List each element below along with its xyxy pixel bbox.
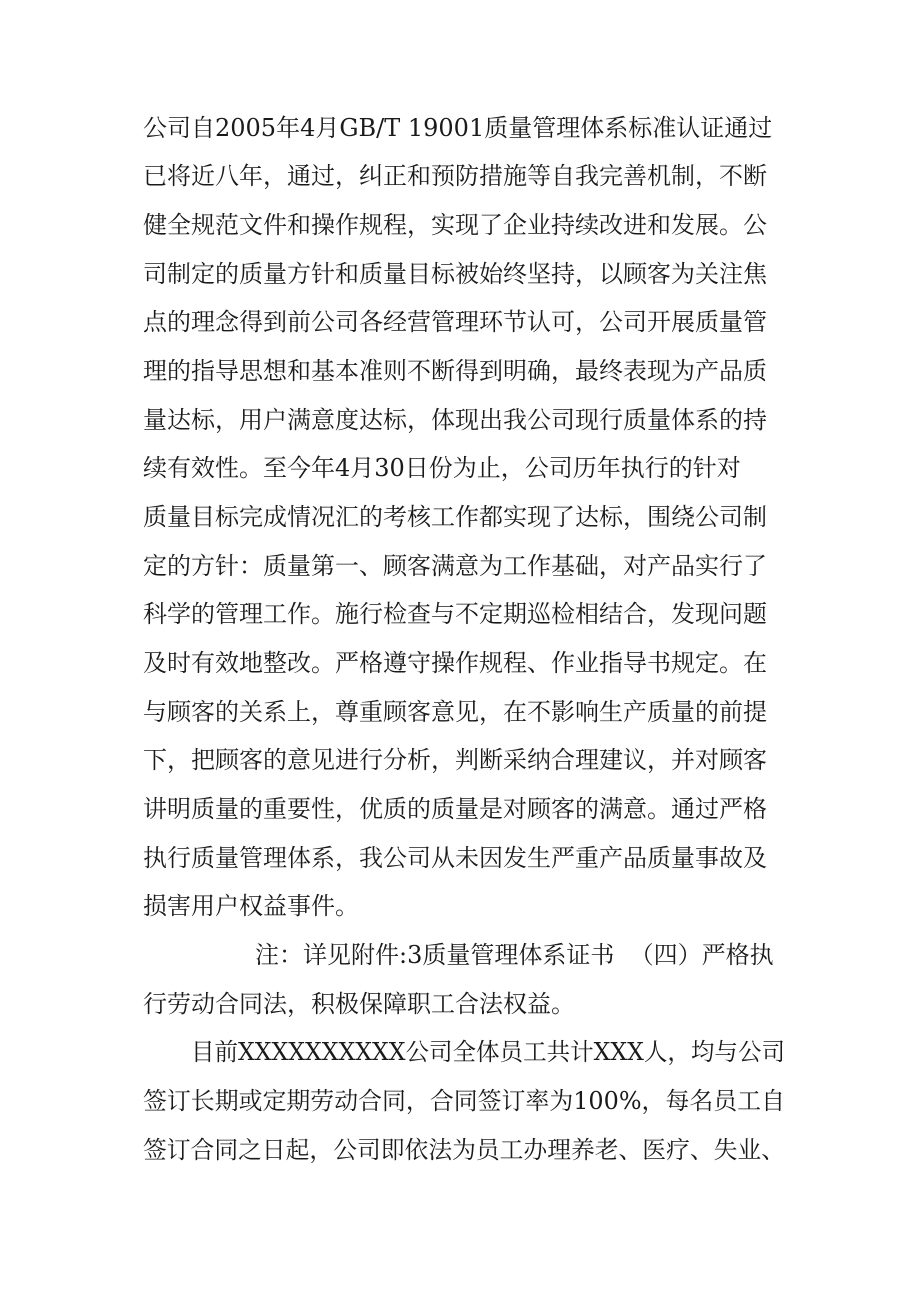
paragraph-line: 签订合同之日起，公司即依法为员工办理养老、医疗、失业、 — [143, 1136, 785, 1164]
note-line: 行劳动合同法，积极保障职工合法权益。 — [143, 990, 575, 1018]
note-line: 注：详见附件:3质量管理体系证书 （四）严格执 — [255, 941, 774, 969]
paragraph-line: 签订长期或定期劳动合同，合同签订率为100%，每名员工自 — [143, 1087, 785, 1115]
paragraph-line: 下，把顾客的意见进行分析，判断采纳合理建议，并对顾客 — [143, 746, 767, 774]
paragraph-line: 量达标，用户满意度达标，体现出我公司现行质量体系的持 — [143, 406, 767, 434]
paragraph-line: 及时有效地整改。严格遵守操作规程、作业指导书规定。在 — [143, 649, 767, 677]
paragraph-line: 理的指导思想和基本准则不断得到明确，最终表现为产品质 — [143, 357, 767, 385]
paragraph-line: 已将近八年，通过，纠正和预防措施等自我完善机制，不断 — [143, 162, 767, 190]
paragraph-line: 损害用户权益事件。 — [143, 892, 359, 920]
paragraph-line: 科学的管理工作。施行检查与不定期巡检相结合，发现问题 — [143, 600, 767, 628]
paragraph-line: 质量目标完成情况汇的考核工作都实现了达标，围绕公司制 — [143, 503, 767, 531]
paragraph-line: 司制定的质量方针和质量目标被始终坚持，以顾客为关注焦 — [143, 260, 767, 288]
paragraph-line: 目前XXXXXXXXXX公司全体员工共计XXX人，均与公司 — [191, 1038, 786, 1066]
paragraph-line: 定的方针：质量第一、顾客满意为工作基础，对产品实行了 — [143, 552, 767, 580]
paragraph-line: 执行质量管理体系，我公司从未因发生严重产品质量事故及 — [143, 844, 767, 872]
paragraph-line: 点的理念得到前公司各经营管理环节认可，公司开展质量管 — [143, 308, 767, 336]
paragraph-line: 健全规范文件和操作规程，实现了企业持续改进和发展。公 — [143, 211, 767, 239]
paragraph-line: 讲明质量的重要性，优质的质量是对顾客的满意。通过严格 — [143, 795, 767, 823]
paragraph-line: 公司自2005年4月GB/T 19001质量管理体系标准认证通过 — [143, 114, 773, 142]
paragraph-line: 续有效性。至今年4月30日份为止，公司历年执行的针对 — [143, 454, 741, 482]
paragraph-line: 与顾客的关系上，尊重顾客意见，在不影响生产质量的前提 — [143, 698, 767, 726]
